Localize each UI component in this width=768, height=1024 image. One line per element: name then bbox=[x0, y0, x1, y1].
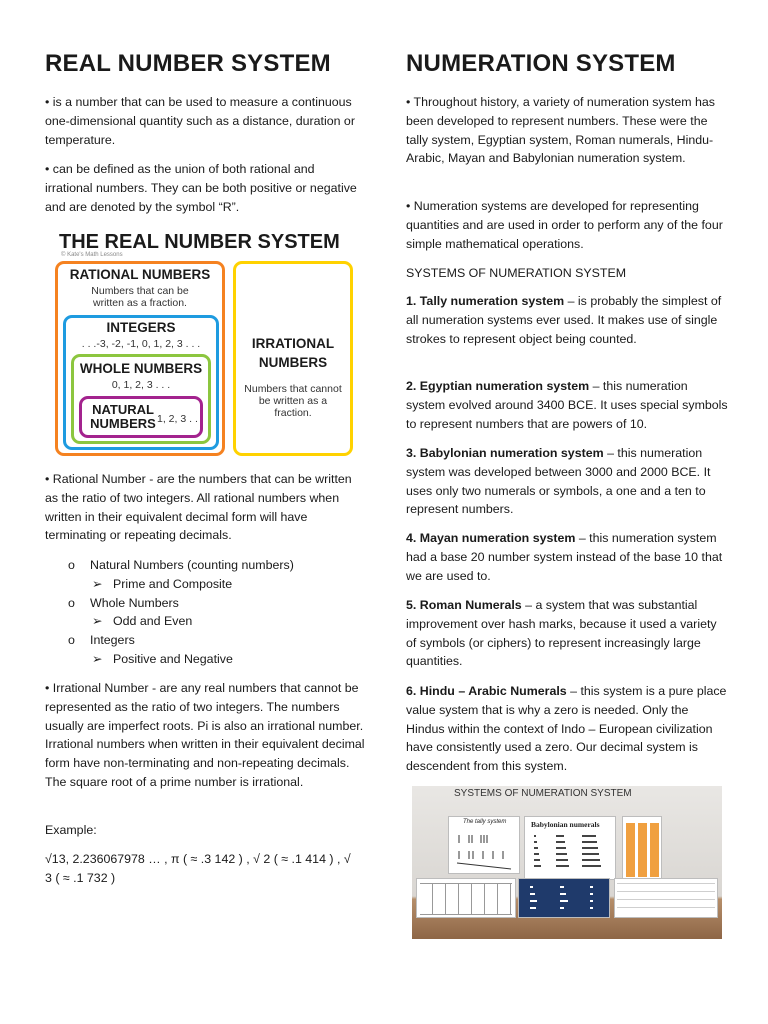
system-title: 2. Egyptian numeration system bbox=[406, 379, 590, 393]
babylonian-panel bbox=[524, 816, 616, 880]
natural-title-line1: NATURAL bbox=[92, 402, 154, 417]
figure-credit: © Kate's Math Lessons bbox=[61, 252, 123, 258]
system-title: 1. Tally numeration system bbox=[406, 294, 565, 308]
numeration-purpose: • Numeration systems are developed for representing quantities and are used in order to perform any of the four simple mathematical operations. bbox=[406, 199, 723, 251]
real-number-definition: • is a number that can be used to measure a continuous one-dimensional quantity such as a distance, duration or temperature. bbox=[45, 95, 355, 147]
irrational-title-line2: NUMBERS bbox=[258, 355, 328, 370]
numeration-history: • Throughout history, a variety of numeration system has been developed to represent numbers. These were the tally system, Egyptian system, Roman numerals, Hindu-Arabic, Mayan and Babylonian numeration system. bbox=[406, 95, 715, 166]
tally-label: The tally system bbox=[463, 819, 507, 825]
irrational-title bbox=[233, 334, 353, 372]
egyptian-symbols-graphic bbox=[420, 883, 512, 915]
mayan-panel bbox=[622, 816, 662, 880]
system-desc: – a system that was substantial improvement over hash marks, because it used a variety of symbols (or ciphers) to represent increasingly large quantities. bbox=[406, 598, 717, 669]
list-bullet: o bbox=[68, 633, 75, 648]
rational-title: RATIONAL NUMBERS bbox=[69, 267, 211, 282]
natural-title-line2: NUMBERS bbox=[90, 416, 156, 431]
list-item bbox=[68, 594, 368, 613]
numeration-figure-title: SYSTEMS OF NUMERATION SYSTEM bbox=[454, 788, 632, 799]
list-text: Natural Numbers (counting numbers) bbox=[90, 558, 294, 572]
list-item bbox=[68, 650, 368, 669]
hindu-arabic-panel bbox=[614, 878, 718, 918]
numeration-systems-figure bbox=[412, 786, 722, 939]
list-bullet: ➢ bbox=[92, 576, 103, 591]
integers-list: . . .-3, -2, -1, 0, 1, 2, 3 . . . bbox=[81, 338, 201, 350]
system-item-egyptian bbox=[406, 377, 728, 433]
whole-title: WHOLE NUMBERS bbox=[79, 361, 203, 376]
figure-title: THE REAL NUMBER SYSTEM bbox=[59, 231, 340, 253]
system-item-roman bbox=[406, 596, 728, 671]
roman-panel bbox=[518, 878, 610, 918]
list-bullet: ➢ bbox=[92, 614, 103, 629]
egyptian-panel bbox=[416, 878, 516, 918]
list-text: Odd and Even bbox=[113, 614, 193, 629]
systems-subheading: SYSTEMS OF NUMERATION SYSTEM bbox=[406, 266, 627, 280]
natural-title bbox=[87, 403, 159, 431]
list-bullet: o bbox=[68, 595, 75, 610]
list-text: Whole Numbers bbox=[90, 595, 179, 610]
system-item-mayan bbox=[406, 529, 728, 585]
list-text: Positive and Negative bbox=[113, 651, 233, 666]
system-desc: – this system is a pure place value system that is why a zero is needed. Only the Hindus within the context of Indo – European civilization have consistently used a zero. Our decimal system is descendent from this system. bbox=[406, 684, 727, 774]
example-line-1: √13, 2.236067978 … , π ( ≈ .3 142 ) , √ 2 ( ≈ .1 414 ) , √ bbox=[45, 852, 351, 866]
roman-numerals-graphic bbox=[520, 880, 610, 918]
rational-number-paragraph: • Rational Number - are the numbers that can be written as the ratio of two integers. All rational numbers when written in their equivalent decimal form will have terminating or repeating decimals. bbox=[45, 472, 352, 543]
mayan-symbols-graphic bbox=[626, 823, 660, 877]
list-text: Prime and Composite bbox=[113, 576, 233, 591]
tally-marks-graphic bbox=[451, 829, 521, 873]
babylonian-label: Babylonian numerals bbox=[531, 820, 600, 829]
system-title: 3. Babylonian numeration system bbox=[406, 446, 604, 460]
system-item-tally bbox=[406, 292, 728, 348]
natural-list: 1, 2, 3 . . bbox=[157, 413, 198, 425]
babylonian-symbols-graphic bbox=[526, 831, 616, 879]
system-title: 6. Hindu – Arabic Numerals bbox=[406, 684, 567, 698]
tally-panel bbox=[448, 816, 520, 874]
system-desc: – this numeration system was developed between 3000 and 2000 BCE. It uses only two numerals or symbols, a one and a ten to represent numbers. bbox=[406, 446, 711, 517]
system-title: 4. Mayan numeration system bbox=[406, 531, 576, 545]
system-desc: – this numeration system evolved around 3400 BCE. It uses special symbols to represent numbers that are powers of 10. bbox=[406, 379, 728, 431]
irrational-title-line1: IRRATIONAL bbox=[251, 336, 335, 351]
system-desc: – this numeration system had a base 20 number system instead of the base 10 that we are used to. bbox=[406, 531, 723, 583]
list-bullet: ➢ bbox=[92, 651, 103, 666]
list-item bbox=[68, 575, 368, 594]
whole-list: 0, 1, 2, 3 . . . bbox=[111, 379, 171, 391]
list-item bbox=[68, 631, 368, 650]
list-text: Integers bbox=[90, 633, 135, 648]
list-item bbox=[68, 612, 368, 631]
list-bullet: o bbox=[68, 558, 75, 572]
comparison-table-graphic bbox=[617, 881, 715, 915]
rational-desc: Numbers that can be written as a fraction. bbox=[91, 285, 189, 309]
irrational-number-paragraph: • Irrational Number - are any real numbers that cannot be represented as the ratio of two integers. The numbers usually are imperfect roots. Pi is also an irrational number. Irrational numbers when written in their equivalent decimal form have non-terminating and non-repeating decimals. The square root of a prime number is irrational. bbox=[45, 681, 365, 789]
system-item-babylonian bbox=[406, 444, 728, 519]
numeration-heading: NUMERATION SYSTEM bbox=[406, 50, 676, 77]
rational-subsets-list bbox=[68, 556, 368, 669]
real-number-system-figure bbox=[47, 228, 355, 458]
real-number-union: • can be defined as the union of both rational and irrational numbers. They can be both positive or negative and are denoted by the symbol “R”. bbox=[45, 162, 357, 214]
irrational-desc: Numbers that cannot be written as a fraction. bbox=[244, 383, 342, 419]
system-item-hindu-arabic bbox=[406, 682, 728, 776]
system-title: 5. Roman Numerals bbox=[406, 598, 522, 612]
example-line-2: 3 ( ≈ .1 732 ) bbox=[45, 871, 116, 885]
list-item bbox=[68, 556, 368, 575]
system-desc: – is probably the simplest of all numeration systems ever used. It makes use of single strokes to represent object being counted. bbox=[406, 294, 722, 346]
integers-title: INTEGERS bbox=[106, 320, 176, 335]
real-number-heading: REAL NUMBER SYSTEM bbox=[45, 50, 331, 77]
example-label: Example: bbox=[45, 823, 97, 837]
